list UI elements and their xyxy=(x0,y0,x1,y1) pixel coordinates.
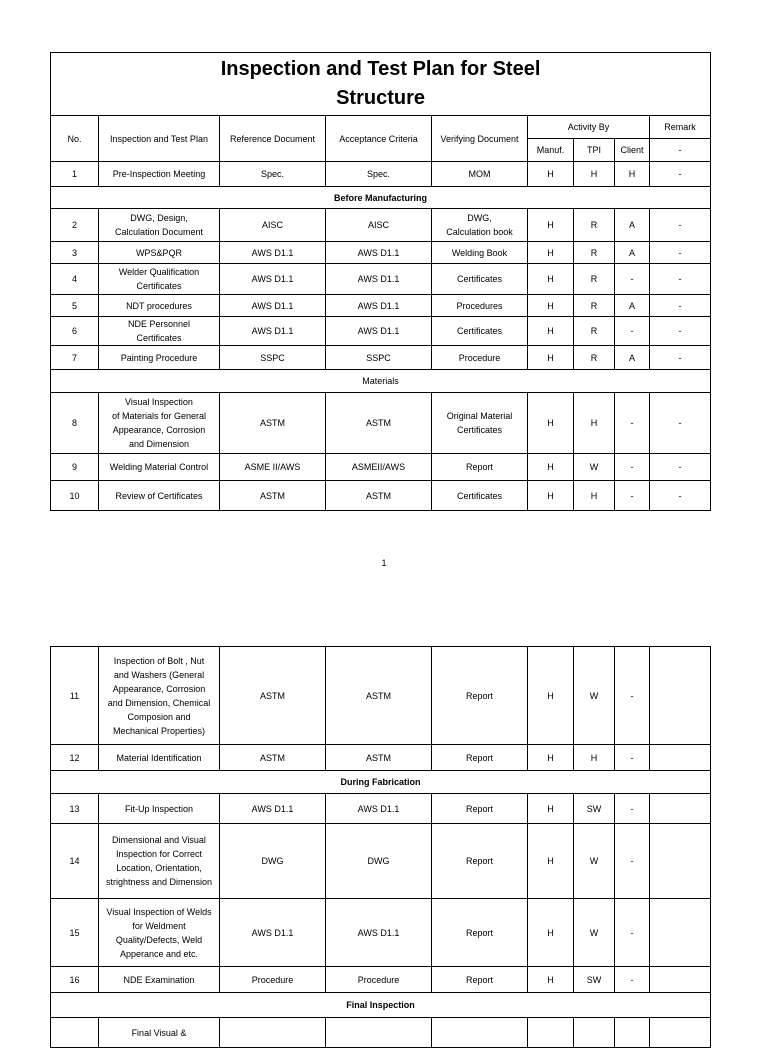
row-client: - xyxy=(615,794,650,824)
header-activity-by: Activity By xyxy=(528,116,650,139)
table-row xyxy=(51,317,711,346)
row-number: 10 xyxy=(51,481,99,511)
row-manuf: H xyxy=(528,242,574,264)
row-reference-document: AWS D1.1 xyxy=(220,899,326,967)
row-number xyxy=(51,1018,99,1048)
row-reference-document: AWS D1.1 xyxy=(220,264,326,295)
row-inspection-plan: Visual Inspection of Welds for Weldment Quality/Defects, Weld Apperance and etc. xyxy=(99,899,220,967)
row-verifying-document: Report xyxy=(432,745,528,771)
row-acceptance-criteria: Spec. xyxy=(326,162,432,187)
row-client: H xyxy=(615,162,650,187)
row-inspection-plan: Review of Certificates xyxy=(99,481,220,511)
row-client: A xyxy=(615,295,650,317)
row-inspection-plan: WPS&PQR xyxy=(99,242,220,264)
row-manuf: H xyxy=(528,899,574,967)
row-verifying-document: Report xyxy=(432,824,528,899)
section-during-fabrication: During Fabrication xyxy=(51,771,711,794)
row-inspection-plan: Material Identification xyxy=(99,745,220,771)
row-reference-document: AWS D1.1 xyxy=(220,242,326,264)
row-remark xyxy=(650,967,711,993)
row-inspection-plan: NDT procedures xyxy=(99,295,220,317)
row-verifying-document: Procedure xyxy=(432,346,528,370)
table-row xyxy=(51,264,711,295)
row-inspection-plan: Fit-Up Inspection xyxy=(99,794,220,824)
row-inspection-plan: DWG, Design, Calculation Document xyxy=(99,209,220,242)
row-remark xyxy=(650,899,711,967)
header-client: Client xyxy=(615,139,650,162)
row-reference-document: Procedure xyxy=(220,967,326,993)
row-tpi: W xyxy=(574,899,615,967)
row-remark: - xyxy=(650,317,711,346)
row-remark: - xyxy=(650,346,711,370)
row-number: 7 xyxy=(51,346,99,370)
itp-table-page-2 xyxy=(50,646,711,1048)
row-inspection-plan: Painting Procedure xyxy=(99,346,220,370)
header-remark-dash: - xyxy=(650,139,711,162)
header-tpi: TPI xyxy=(574,139,615,162)
row-number: 16 xyxy=(51,967,99,993)
row-manuf: H xyxy=(528,295,574,317)
row-acceptance-criteria: SSPC xyxy=(326,346,432,370)
row-acceptance-criteria: ASTM xyxy=(326,647,432,745)
header-plan: Inspection and Test Plan xyxy=(99,116,220,162)
row-acceptance-criteria xyxy=(326,1018,432,1048)
row-manuf: H xyxy=(528,264,574,295)
row-remark: - xyxy=(650,209,711,242)
row-number: 12 xyxy=(51,745,99,771)
section-final-inspection: Final Inspection xyxy=(51,993,711,1018)
header-acceptance: Acceptance Criteria xyxy=(326,116,432,162)
row-verifying-document: Report xyxy=(432,647,528,745)
row-verifying-document: Procedures xyxy=(432,295,528,317)
row-reference-document: ASTM xyxy=(220,393,326,454)
row-number: 6 xyxy=(51,317,99,346)
row-verifying-document: Certificates xyxy=(432,481,528,511)
row-verifying-document: Original Material Certificates xyxy=(432,393,528,454)
row-manuf: H xyxy=(528,647,574,745)
row-reference-document: DWG xyxy=(220,824,326,899)
row-client: - xyxy=(615,393,650,454)
table-row xyxy=(51,967,711,993)
table-row xyxy=(51,454,711,481)
row-inspection-plan: Welding Material Control xyxy=(99,454,220,481)
table-row xyxy=(51,481,711,511)
row-acceptance-criteria: ASMEII/AWS xyxy=(326,454,432,481)
row-remark xyxy=(650,794,711,824)
row-tpi: H xyxy=(574,162,615,187)
row-number: 8 xyxy=(51,393,99,454)
row-client: - xyxy=(615,899,650,967)
row-inspection-plan: Welder Qualification Certificates xyxy=(99,264,220,295)
header-manuf: Manuf. xyxy=(528,139,574,162)
row-reference-document: ASTM xyxy=(220,481,326,511)
row-acceptance-criteria: ASTM xyxy=(326,481,432,511)
row-reference-document: AISC xyxy=(220,209,326,242)
section-materials: Materials xyxy=(51,370,711,393)
row-tpi: R xyxy=(574,346,615,370)
row-acceptance-criteria: AWS D1.1 xyxy=(326,242,432,264)
row-verifying-document: Report xyxy=(432,454,528,481)
row-remark: - xyxy=(650,295,711,317)
row-client: - xyxy=(615,317,650,346)
row-manuf: H xyxy=(528,346,574,370)
row-client: - xyxy=(615,824,650,899)
row-reference-document: Spec. xyxy=(220,162,326,187)
table-row xyxy=(51,393,711,454)
row-remark: - xyxy=(650,393,711,454)
row-reference-document: ASTM xyxy=(220,745,326,771)
row-reference-document: ASTM xyxy=(220,647,326,745)
row-manuf: H xyxy=(528,824,574,899)
itp-table-page-1 xyxy=(50,52,711,511)
table-row xyxy=(51,824,711,899)
row-tpi: W xyxy=(574,824,615,899)
row-remark: - xyxy=(650,264,711,295)
row-number: 5 xyxy=(51,295,99,317)
row-client: A xyxy=(615,346,650,370)
header-verifying: Verifying Document xyxy=(432,116,528,162)
row-acceptance-criteria: DWG xyxy=(326,824,432,899)
row-number: 9 xyxy=(51,454,99,481)
row-client xyxy=(615,1018,650,1048)
row-acceptance-criteria: AWS D1.1 xyxy=(326,899,432,967)
row-tpi: H xyxy=(574,481,615,511)
table-row xyxy=(51,899,711,967)
row-inspection-plan: Final Visual & xyxy=(99,1018,220,1048)
row-reference-document: AWS D1.1 xyxy=(220,794,326,824)
row-number: 2 xyxy=(51,209,99,242)
table-row xyxy=(51,745,711,771)
row-verifying-document: Report xyxy=(432,899,528,967)
row-verifying-document: Certificates xyxy=(432,317,528,346)
row-tpi: R xyxy=(574,242,615,264)
row-remark: - xyxy=(650,481,711,511)
row-tpi: W xyxy=(574,454,615,481)
row-remark: - xyxy=(650,454,711,481)
row-remark xyxy=(650,1018,711,1048)
row-tpi: R xyxy=(574,264,615,295)
row-tpi: R xyxy=(574,317,615,346)
row-client: A xyxy=(615,209,650,242)
row-acceptance-criteria: ASTM xyxy=(326,393,432,454)
row-manuf: H xyxy=(528,967,574,993)
row-number: 1 xyxy=(51,162,99,187)
row-reference-document: SSPC xyxy=(220,346,326,370)
table-row xyxy=(51,295,711,317)
table-row xyxy=(51,346,711,370)
row-acceptance-criteria: Procedure xyxy=(326,967,432,993)
row-reference-document: AWS D1.1 xyxy=(220,317,326,346)
table-row xyxy=(51,209,711,242)
row-verifying-document xyxy=(432,1018,528,1048)
header-remark: Remark xyxy=(650,116,711,139)
row-manuf: H xyxy=(528,454,574,481)
row-manuf: H xyxy=(528,317,574,346)
row-verifying-document: Certificates xyxy=(432,264,528,295)
row-acceptance-criteria: AWS D1.1 xyxy=(326,295,432,317)
row-inspection-plan: NDE Examination xyxy=(99,967,220,993)
row-tpi: H xyxy=(574,745,615,771)
row-number: 4 xyxy=(51,264,99,295)
row-acceptance-criteria: AISC xyxy=(326,209,432,242)
row-client: - xyxy=(615,967,650,993)
table-row xyxy=(51,162,711,187)
row-acceptance-criteria: AWS D1.1 xyxy=(326,264,432,295)
row-inspection-plan: Inspection of Bolt , Nut and Washers (General Appearance, Corrosion and Dimension, Chemical Composion and Mechanical Properties) xyxy=(99,647,220,745)
row-number: 14 xyxy=(51,824,99,899)
header-reference: Reference Document xyxy=(220,116,326,162)
row-tpi: SW xyxy=(574,794,615,824)
row-client: A xyxy=(615,242,650,264)
row-client: - xyxy=(615,647,650,745)
document-title: Inspection and Test Plan for Steel Structure xyxy=(51,53,711,116)
row-tpi: H xyxy=(574,393,615,454)
row-number: 3 xyxy=(51,242,99,264)
header-no: No. xyxy=(51,116,99,162)
row-number: 13 xyxy=(51,794,99,824)
row-remark xyxy=(650,745,711,771)
row-acceptance-criteria: ASTM xyxy=(326,745,432,771)
row-tpi: R xyxy=(574,209,615,242)
row-manuf: H xyxy=(528,794,574,824)
table-row xyxy=(51,794,711,824)
row-remark: - xyxy=(650,242,711,264)
row-number: 15 xyxy=(51,899,99,967)
row-reference-document xyxy=(220,1018,326,1048)
row-acceptance-criteria: AWS D1.1 xyxy=(326,794,432,824)
table-row xyxy=(51,242,711,264)
row-client: - xyxy=(615,264,650,295)
row-acceptance-criteria: AWS D1.1 xyxy=(326,317,432,346)
row-inspection-plan: Dimensional and Visual Inspection for Correct Location, Orientation, strightness and Dimension xyxy=(99,824,220,899)
row-remark xyxy=(650,647,711,745)
row-manuf: H xyxy=(528,745,574,771)
row-inspection-plan: NDE Personnel Certificates xyxy=(99,317,220,346)
row-client: - xyxy=(615,454,650,481)
row-inspection-plan: Visual Inspection of Materials for General Appearance, Corrosion and Dimension xyxy=(99,393,220,454)
row-tpi: SW xyxy=(574,967,615,993)
table-row xyxy=(51,647,711,745)
row-remark: - xyxy=(650,162,711,187)
row-number: 11 xyxy=(51,647,99,745)
row-reference-document: AWS D1.1 xyxy=(220,295,326,317)
row-verifying-document: Report xyxy=(432,794,528,824)
row-manuf: H xyxy=(528,481,574,511)
row-client: - xyxy=(615,481,650,511)
row-verifying-document: DWG, Calculation book xyxy=(432,209,528,242)
table-row xyxy=(51,1018,711,1048)
row-verifying-document: MOM xyxy=(432,162,528,187)
row-verifying-document: Report xyxy=(432,967,528,993)
row-manuf xyxy=(528,1018,574,1048)
row-client: - xyxy=(615,745,650,771)
row-manuf: H xyxy=(528,209,574,242)
row-tpi: W xyxy=(574,647,615,745)
row-manuf: H xyxy=(528,393,574,454)
row-inspection-plan: Pre-Inspection Meeting xyxy=(99,162,220,187)
row-manuf: H xyxy=(528,162,574,187)
row-reference-document: ASME II/AWS xyxy=(220,454,326,481)
row-tpi xyxy=(574,1018,615,1048)
row-remark xyxy=(650,824,711,899)
row-verifying-document: Welding Book xyxy=(432,242,528,264)
section-before-manufacturing: Before Manufacturing xyxy=(51,187,711,209)
row-tpi: R xyxy=(574,295,615,317)
page-number: 1 xyxy=(381,558,387,568)
